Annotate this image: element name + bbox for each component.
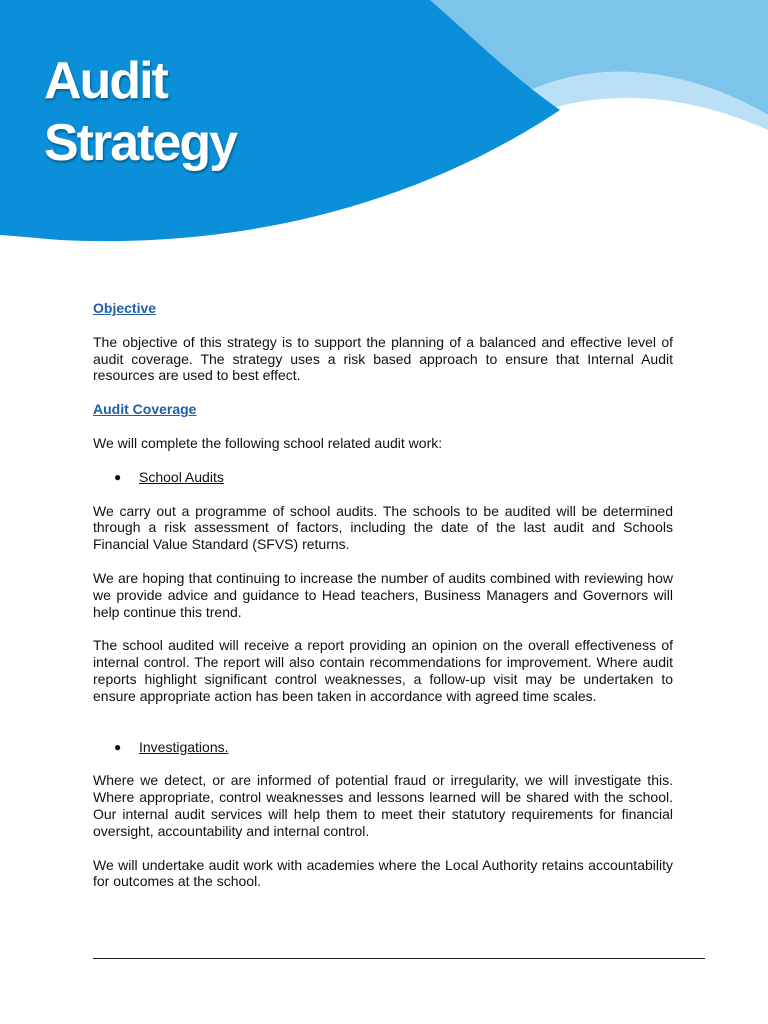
bullet-dot-icon: ●: [114, 469, 122, 484]
footer-divider: [93, 958, 705, 959]
school-audits-paragraph-3: The school audited will receive a report providing an opinion on the overall effectiveness of internal control. The report will also contain recommendations for improvement. Where audit reports highlight significant control weaknesses, a follow-up visit may be undertaken to ensure appropriate action has been taken in accordance with agreed time scales.: [93, 637, 673, 704]
audit-coverage-heading: Audit Coverage: [93, 401, 197, 418]
bullet-label: Investigations.: [139, 738, 229, 755]
bullet-label: School Audits: [139, 468, 224, 485]
coverage-intro: We will complete the following school related audit work:: [93, 434, 443, 451]
page-title: [44, 50, 236, 174]
objective-paragraph: The objective of this strategy is to support the planning of a balanced and effective level of audit coverage. The strategy uses a risk based approach to ensure that Internal Audit resources are used to best effect.: [93, 333, 673, 384]
investigations-paragraph-2: We will undertake audit work with academies where the Local Authority retains accountability for outcomes at the school.: [93, 856, 673, 890]
title-line-2: Strategy: [44, 114, 237, 172]
school-audits-paragraph-1: We carry out a programme of school audits. The schools to be audited will be determined through a risk assessment of factors, including the date of the last audit and Schools Financial Value Standard (SFVS) returns.: [93, 502, 673, 553]
title-line-1: Audit: [44, 52, 167, 110]
bullet-dot-icon: ●: [114, 739, 122, 754]
objective-heading: Objective: [93, 300, 157, 316]
spacer: [93, 722, 673, 739]
investigations-paragraph-1: Where we detect, or are informed of potential fraud or irregularity, we will investigate this. Where appropriate, control weaknesses and lessons learned will be shared with the school. Our internal audit services will help them to meet their statutory requirements for financial oversight, accountability and internal control.: [93, 772, 673, 839]
bullet-investigations: [93, 739, 673, 756]
school-audits-paragraph-2: We are hoping that continuing to increase the number of audits combined with reviewing how we provide advice and guidance to Head teachers, Business Managers and Governors will help continue this trend.: [93, 569, 673, 620]
bullet-school-audits: [93, 469, 673, 486]
document-body: [93, 300, 673, 907]
